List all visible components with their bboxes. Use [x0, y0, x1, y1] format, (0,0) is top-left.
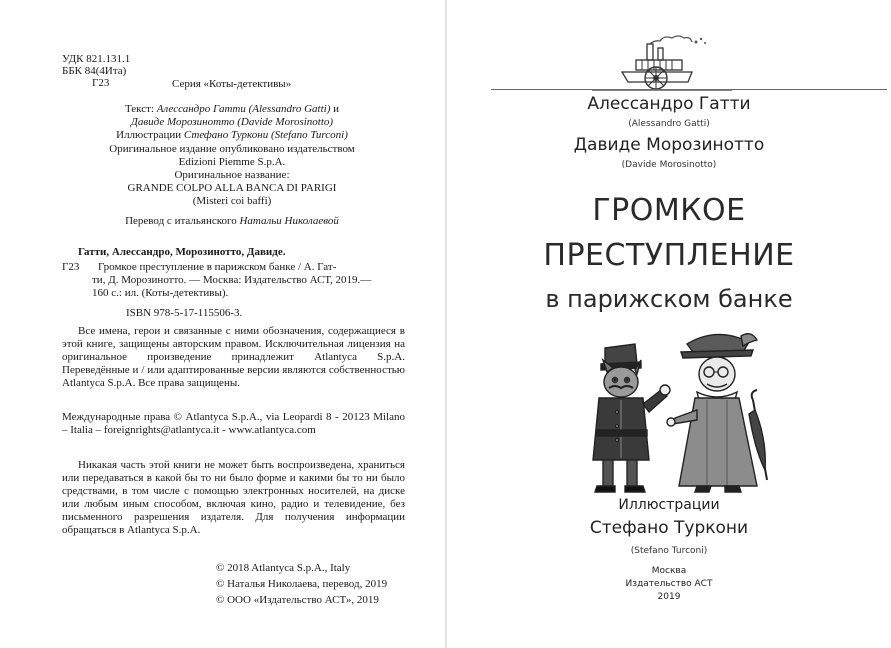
book-title-line-3: в парижском банке — [545, 285, 793, 313]
author-1-original: (Alessandro Gatti) — [628, 119, 710, 129]
translation-line — [62, 215, 402, 228]
translation-prefix: Перевод с итальянского — [125, 215, 240, 227]
illus-prefix: Иллюстрации — [116, 129, 184, 141]
copyright-page — [0, 0, 445, 648]
illustrations-label: Иллюстрации — [618, 497, 720, 513]
catalog-line-3: 160 с.: ил. (Коты-детективы). — [92, 287, 229, 299]
orig-publisher: Edizioni Piemme S.p.A. — [178, 156, 286, 168]
catalog-heading: Гатти, Алессандро, Морозинотто, Давиде. — [78, 246, 286, 258]
reproduction-paragraph: Никакая часть этой книги не может быть воспроизведена, храниться или передаваться в какой бы то ни было форме и какими бы то ни было средствами, в том числе с помощью электронных носителей, на диске или любым иным способом, включая кино, радио и телевидение, без письменного разрешения издателя. Для получения информации обращаться в Atlantyca S.p.A. — [62, 459, 405, 536]
bbk-code: ББК 84(4Ита) — [62, 65, 127, 77]
author-1: Алессандро Гатти — [587, 94, 751, 114]
and-word: и — [330, 103, 340, 115]
text-authors: Алессандро Гатти (Alessandro Gatti) — [156, 103, 331, 115]
copyright-line: © Наталья Николаева, перевод, 2019 — [216, 578, 388, 590]
isbn: ISBN 978-5-17-115506-3. — [126, 307, 243, 319]
translator-name: Натальи Николаевой — [239, 215, 339, 227]
second-author: Давиде Морозинотто (Davide Morosinotto) — [130, 116, 334, 128]
orig-pub-line: Оригинальное издание опубликовано издательством — [109, 143, 355, 155]
illustrator-name: Стефано Туркони — [589, 518, 749, 538]
credits-text-line — [62, 103, 402, 116]
udk-code: УДК 821.131.1 — [62, 53, 131, 65]
illustrator-name: Стефано Туркони (Stefano Turconi) — [183, 129, 348, 141]
imprint-year: 2019 — [657, 592, 681, 602]
book-title-line-1: ГРОМКОЕ — [592, 193, 746, 228]
rights-paragraph: Все имена, герои и связанные с ними обозначения, содержащиеся в этой книге, защищены авторским правом. Исключительная лицензия на оригинальное произведение принадлежит Atlantyca S.p.A. Переведённые и / или адаптированные версии являются собственностью Atlantyca S.p.A. Все права защищены. — [62, 325, 405, 389]
orig-title: GRANDE COLPO ALLA BANCA DI PARIGI — [127, 182, 337, 194]
international-rights-paragraph: Международные права © Atlantyca S.p.A., via Leopardi 8 - 20123 Milano – Italia – foreignrights@atlantyca.it - www.atlantyca.com — [62, 411, 405, 436]
copyright-line: © 2018 Atlantyca S.p.A., Italy — [216, 562, 351, 574]
catalog-line-2: ти, Д. Морозинотто. — Москва: Издательство АСТ, 2019.— — [92, 274, 372, 286]
credits-illustrator-line — [62, 129, 402, 142]
logo-rule — [491, 89, 887, 90]
author-sign: Г23 — [92, 77, 110, 89]
copyright-line: © ООО «Издательство АСТ», 2019 — [216, 594, 379, 606]
author-2: Давиде Морозинотто — [573, 135, 765, 155]
catalog-sign: Г23 — [62, 261, 80, 273]
illustrator-original: (Stefano Turconi) — [630, 546, 708, 556]
text-prefix: Текст: — [124, 103, 157, 115]
author-2-original: (Davide Morosinotto) — [621, 160, 717, 170]
series-name: Серия «Коты-детективы» — [172, 78, 292, 90]
orig-title-label: Оригинальное название: — [174, 169, 290, 181]
book-title-line-2: ПРЕСТУПЛЕНИЕ — [543, 238, 795, 273]
catalog-line-1: Громкое преступление в парижском банке / А. Гат- — [98, 261, 337, 273]
imprint-publisher: Издательство АСТ — [625, 579, 713, 589]
steamboat-logo-icon — [592, 22, 732, 99]
orig-series: (Misteri coi baffi) — [192, 195, 272, 207]
title-page — [447, 0, 891, 648]
imprint-city: Москва — [651, 566, 687, 576]
cats-illustration-icon — [557, 330, 787, 500]
